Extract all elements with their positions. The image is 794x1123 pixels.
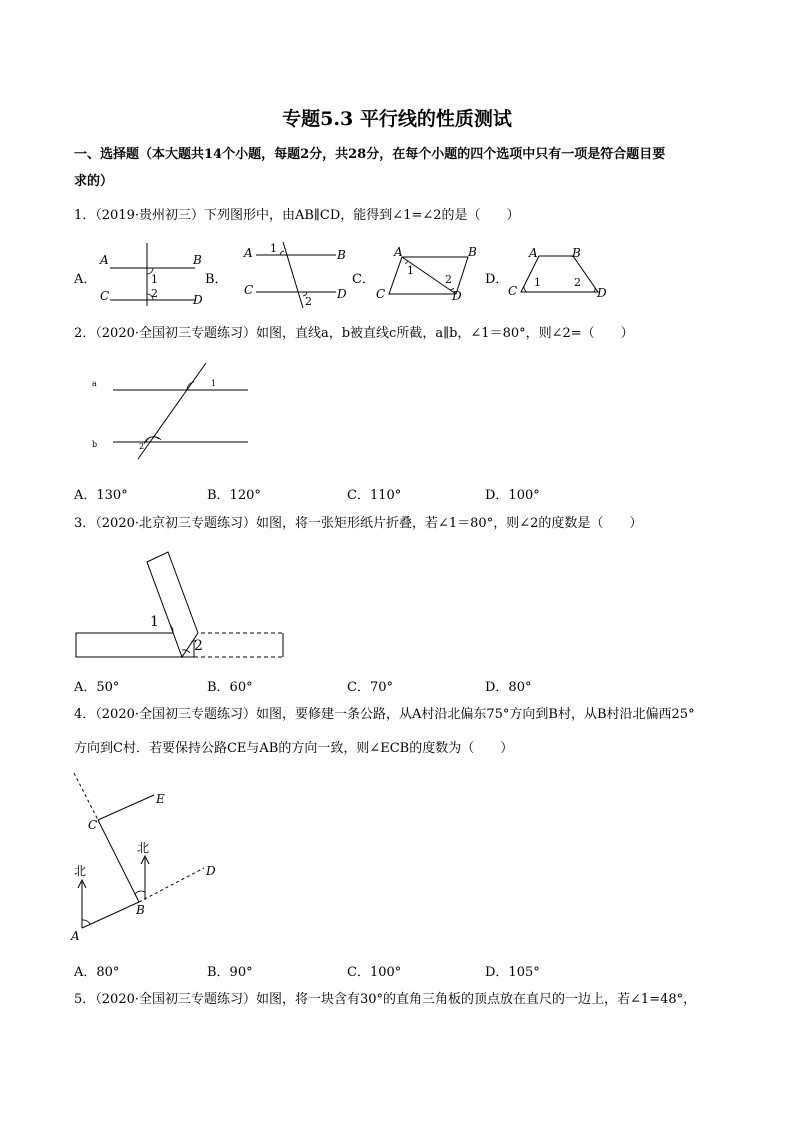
q1-option-b: B． [205, 272, 228, 287]
q4-label-north-b: 北 [137, 841, 150, 855]
q2-label-a: a [92, 379, 97, 388]
q1b-label-b: B [337, 248, 346, 262]
q1d-label-b: B [572, 246, 581, 260]
q4-stem-line2: 方向到C村．若要保持公路CE与AB的方向一致，则∠ECB的度数为（ ） [74, 741, 514, 756]
q1c-label-a: A [394, 245, 403, 259]
q1c-label-c: C [376, 287, 386, 301]
q3-stem: 3．（2020·北京初三专题练习）如图，将一张矩形纸片折叠，若∠1＝80°，则∠2的度数是（ ） [74, 516, 643, 531]
q2-label-2: 2 [139, 442, 145, 451]
q3-option-a: A．50° [74, 680, 120, 695]
q3-option-c: C．70° [347, 680, 393, 695]
q1a-label-b: B [193, 253, 202, 267]
q1c-label-d: D [452, 289, 462, 303]
q2-option-c: C．110° [347, 488, 402, 503]
q1b-label-d: D [337, 287, 347, 301]
section-header-line2: 求的） [74, 174, 114, 189]
q1-figure-c [372, 244, 487, 314]
q1c-label-b: B [468, 245, 477, 259]
q1-figure-d [508, 244, 623, 314]
q1d-label-c: C [508, 284, 518, 298]
q1d-label-d: D [597, 286, 607, 300]
q4-label-north-a: 北 [74, 864, 87, 878]
q1a-label-d: D [193, 293, 203, 307]
q4-option-d: D．105° [485, 965, 540, 980]
q3-figure [74, 550, 289, 660]
q4-label-d: D [206, 864, 216, 878]
q2-label-1: 1 [211, 379, 217, 388]
q2-option-a: A．130° [74, 488, 128, 503]
q4-label-a: A [71, 929, 80, 943]
q1-option-c: C． [352, 272, 375, 287]
q1a-label-2: 2 [151, 287, 158, 300]
q2-option-d: D．100° [485, 488, 540, 503]
q1-stem: 1．（2019·贵州初三）下列图形中，由AB∥CD，能得到∠1=∠2的是（ ） [74, 208, 520, 223]
q5-stem: 5．（2020·全国初三专题练习）如图，将一块含有30°的直角三角板的顶点放在直尺的一边上，若∠1=48°， [74, 992, 697, 1007]
q1b-label-1: 1 [270, 242, 277, 255]
q1-option-d: D． [485, 272, 509, 287]
q1-figure-b [240, 238, 355, 308]
q3-option-b: B．60° [207, 680, 253, 695]
q1b-label-2: 2 [305, 295, 312, 308]
q4-option-a: A．80° [74, 965, 120, 980]
q1a-label-a: A [100, 253, 109, 267]
q2-stem: 2．（2020·全国初三专题练习）如图，直线a，b被直线c所截，a∥b，∠1＝80°，则∠2=（ ） [74, 326, 634, 341]
section-header-line1: 一、选择题（本大题共14个小题，每题2分，共28分，在每个小题的四个选项中只有一项是符合题目要 [74, 147, 666, 162]
q1-option-a: A． [74, 272, 97, 287]
q1b-label-a: A [244, 246, 253, 260]
q1b-label-c: C [244, 283, 254, 297]
q3-label-2: 2 [194, 638, 203, 654]
q4-option-b: B．90° [207, 965, 253, 980]
q3-label-1: 1 [150, 614, 159, 630]
q1c-label-2: 2 [445, 273, 452, 286]
q4-option-c: C．100° [347, 965, 402, 980]
q1a-label-1: 1 [151, 273, 158, 286]
q4-label-b: B [136, 903, 145, 917]
q2-figure [80, 355, 260, 465]
q4-figure [66, 770, 226, 945]
q2-label-b: b [92, 440, 98, 449]
q3-option-d: D．80° [485, 680, 532, 695]
q4-label-c: C [88, 818, 98, 832]
page-title: 专题5.3 平行线的性质测试 [282, 108, 512, 130]
q1c-label-1: 1 [407, 264, 414, 277]
q2-option-b: B．120° [207, 488, 261, 503]
q1d-label-2: 2 [574, 276, 581, 289]
q1a-label-c: C [100, 289, 110, 303]
q1d-label-1: 1 [534, 276, 541, 289]
q1d-label-a: A [529, 246, 538, 260]
q4-label-e: E [156, 792, 165, 806]
q4-stem-line1: 4．（2020·全国初三专题练习）如图，要修建一条公路，从A村沿北偏东75°方向到B村，从B村沿北偏西25° [74, 707, 695, 722]
q1-figure-a [95, 240, 210, 310]
